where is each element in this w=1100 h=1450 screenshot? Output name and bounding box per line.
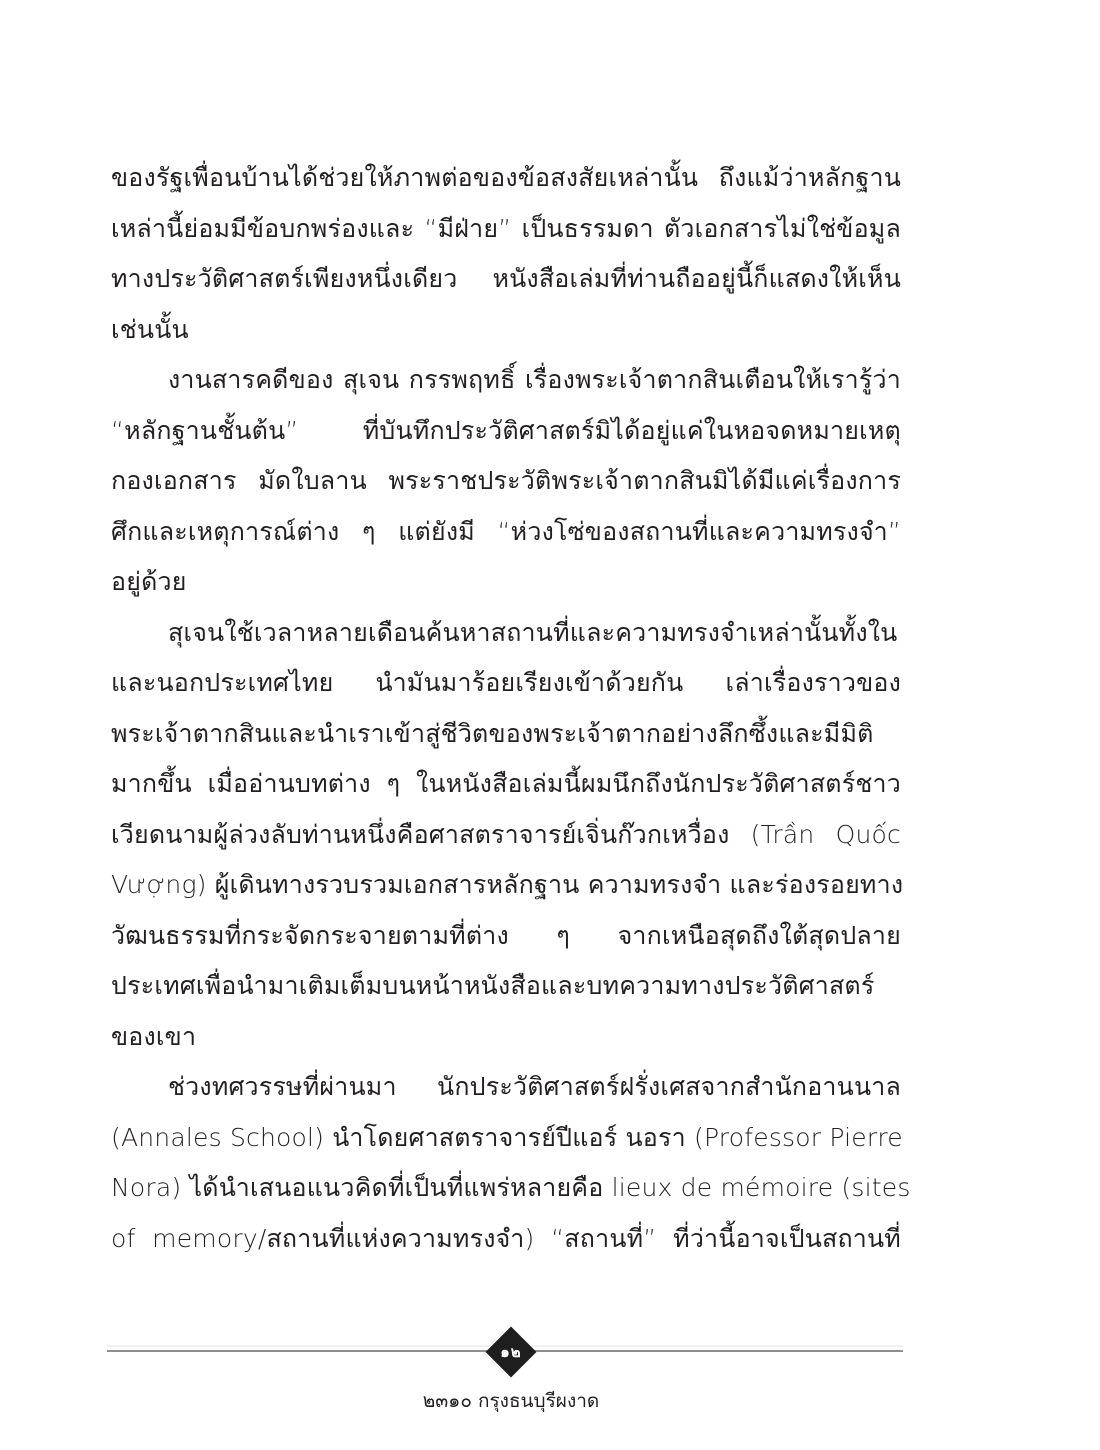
paragraph-3 [111,608,904,1063]
text-line: of memory/สถานที่แห่งความทรงจำ) “สถานที่” ที่ว่านี้อาจเป็นสถานที่ [111,1223,901,1253]
text-line: ทางประวัติศาสตร์เพียงหนึ่งเดียว หนังสือเล่มที่ท่านถืออยู่นี้ก็แสดงให้เห็น [111,264,901,293]
text-line: พระเจ้าตากสินและนำเราเข้าสู่ชีวิตของพระเจ้าตากอย่างลึกซึ้งและมีมิติ [111,718,874,748]
running-title: ๒๓๑๐ กรุงธนบุรีผงาด [422,1390,600,1412]
text-line: อยู่ด้วย [111,567,187,596]
page-number-badge [486,1327,536,1377]
paragraph-4 [111,1062,911,1264]
text-line: ช่วงทศวรรษที่ผ่านมา นักประวัติศาสตร์ฝรั่งเศสจากสำนักอานนาล [168,1072,901,1101]
text-line: ศึกและเหตุการณ์ต่าง ๆ แต่ยังมี “ห่วงโซ่ของสถานที่และความทรงจำ” [111,516,901,546]
text-line: กองเอกสาร มัดใบลาน พระราชประวัติพระเจ้าตากสินมิได้มีแค่เรื่องการ [111,466,901,495]
text-line: ประเทศเพื่อนำมาเติมเต็มบนหน้าหนังสือและบทความทางประวัติศาสตร์ [111,971,875,1000]
text-line: เหล่านี้ย่อมมีข้อบกพร่องและ “มีฝ่าย” เป็นธรรมดา ตัวเอกสารไม่ใช่ข้อมูล [111,213,901,243]
text-line: ของรัฐเพื่อนบ้านได้ช่วยให้ภาพต่อของข้อสงสัยเหล่านั้น ถึงแม้ว่าหลักฐาน [111,163,901,192]
text-line: Vượng) ผู้เดินทางรวบรวมเอกสารหลักฐาน ความทรงจำ และร่องรอยทาง [111,870,904,899]
text-line: สุเจนใช้เวลาหลายเดือนค้นหาสถานที่และความทรงจำเหล่านั้นทั้งใน [168,617,898,647]
text-line: เวียดนามผู้ล่วงลับท่านหนึ่งคือศาสตราจารย์เจิ่นก๊วกเหวื่อง (Trần Quốc [111,819,901,849]
page-number: ๑๒ [500,1343,522,1361]
text-line: ของเขา [111,1021,197,1051]
paragraph-1 [111,153,901,355]
text-line: (Annales School) นำโดยศาสตราจารย์ปีแอร์ นอรา (Professor Pierre [111,1122,903,1152]
text-line: “หลักฐานชั้นต้น” ที่บันทึกประวัติศาสตร์มิได้อยู่แค่ในหอจดหมายเหตุ [111,415,901,445]
page-body [111,153,911,1264]
text-line: วัฒนธรรมที่กระจัดกระจายตามที่ต่าง ๆ จากเหนือสุดถึงใต้สุดปลาย [111,920,901,950]
paragraph-2 [111,355,901,608]
text-line: และนอกประเทศไทย นำมันมาร้อยเรียงเข้าด้วยกัน เล่าเรื่องราวของ [111,668,901,697]
text-line: งานสารคดีของ สุเจน กรรพฤทธิ์ เรื่องพระเจ้าตากสินเตือนให้เรารู้ว่า [168,365,901,394]
text-line: เช่นนั้น [111,314,189,344]
text-line: Nora) ได้นำเสนอแนวคิดที่เป็นที่แพร่หลายคือ lieux de mémoire (sites [111,1173,911,1202]
text-line: มากขึ้น เมื่ออ่านบทต่าง ๆ ในหนังสือเล่มนี้ผมนึกถึงนักประวัติศาสตร์ชาว [111,769,901,798]
